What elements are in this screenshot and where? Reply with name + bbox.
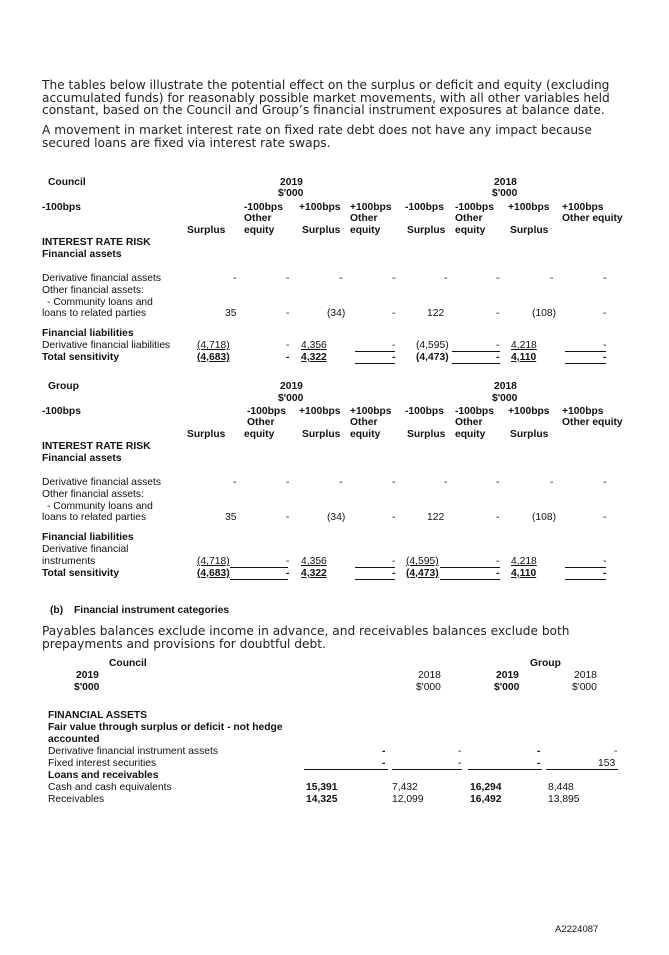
col-header-other-equity: Other equity: [562, 213, 623, 224]
cell: (108): [532, 512, 557, 523]
section-financial-liabilities: Financial liabilities: [42, 532, 134, 543]
section-financial-liabilities: Financial liabilities: [42, 328, 134, 339]
col-equity: equity: [244, 225, 275, 236]
cell: -: [537, 746, 541, 757]
col-header-minus-other: -100bps: [455, 202, 494, 213]
col-header-plus-other: +100bps: [350, 406, 392, 417]
underline: [565, 567, 606, 568]
row-label-cash: Cash and cash equivalents: [48, 782, 172, 793]
underline: [452, 351, 500, 352]
cell: -: [392, 340, 396, 351]
financial-assets-heading: FINANCIAL ASSETS: [48, 710, 147, 721]
row-label-fixed-interest: Fixed interest securities: [48, 758, 157, 769]
col-surplus: Surplus: [407, 429, 446, 440]
underline: [565, 579, 606, 580]
col-surplus: Surplus: [187, 225, 226, 236]
col-surplus: Surplus: [302, 225, 341, 236]
col-equity: equity: [350, 225, 381, 236]
col-header-plus: +100bps: [299, 406, 341, 417]
unit: $'000: [74, 682, 100, 693]
cell: -: [603, 308, 607, 319]
categories-paragraph: Payables balances exclude income in advance, and receivables balances exclude both prepayments and provisions for doubtful debt.: [42, 624, 570, 651]
cell: -: [392, 352, 396, 363]
unit: $'000: [572, 682, 597, 693]
col-header-plus-other: +100bps: [350, 202, 392, 213]
cell: -: [392, 308, 396, 319]
col-header-minus: -100bps: [405, 406, 444, 417]
loans-heading: Loans and receivables: [48, 770, 159, 781]
fvtpl-heading-cont: accounted: [48, 734, 100, 745]
cell: -: [382, 758, 386, 769]
cell: -: [496, 308, 500, 319]
cell: -: [444, 477, 448, 488]
col-surplus: Surplus: [187, 429, 226, 440]
cell: 16,492: [470, 794, 502, 805]
cell: -: [286, 340, 290, 351]
cell: -: [286, 273, 290, 284]
cell: -: [458, 746, 462, 757]
cell: -: [537, 758, 541, 769]
row-label-receivables: Receivables: [48, 794, 105, 805]
cell: -: [496, 568, 500, 579]
col-header-minus-other: -100bps: [455, 406, 494, 417]
cell: 8,448: [548, 782, 574, 793]
cell: -: [339, 273, 343, 284]
cell: (4,683): [197, 568, 230, 579]
intro-paragraph-1: The tables below illustrate the potential effect on the surplus or deficit and equity (excluding accumulated funds) for reasonably possible market movements, with all other variables held constant, based on the Council and Group’s financial instrument exposures at balance date.: [42, 78, 610, 117]
cell: (4,718): [197, 340, 230, 351]
cell: -: [603, 556, 607, 567]
underline: [440, 579, 500, 580]
row-label-community-loans: - Community loans and: [47, 501, 153, 512]
council-label: Council: [109, 658, 147, 669]
col-surplus: Surplus: [302, 429, 341, 440]
cell: -: [603, 273, 607, 284]
cell: -: [603, 477, 607, 488]
cell: (4,718): [197, 556, 230, 567]
cell: 12,099: [392, 794, 424, 805]
underline: [230, 567, 288, 568]
year-2018: 2018: [494, 381, 517, 392]
section-financial-assets: Financial assets: [42, 453, 122, 464]
cell: -: [496, 556, 500, 567]
cell: (108): [532, 308, 557, 319]
cell: 4,322: [301, 352, 327, 363]
intro-paragraph-2: A movement in market interest rate on fixed rate debt does not have any impact because secured loans are fixed via interest rate swaps.: [42, 123, 592, 150]
cell: -: [458, 758, 462, 769]
underline: [565, 351, 606, 352]
row-label-derivative-assets: Derivative financial assets: [42, 273, 162, 284]
cell: (4,683): [197, 352, 230, 363]
col-header-plus: +100bps: [508, 406, 550, 417]
underline: [468, 769, 542, 770]
section-label: (b): [50, 605, 64, 616]
col-header-other: Other: [350, 417, 378, 428]
row-label-related-parties: loans to related parties: [42, 512, 147, 523]
col-header-minus: -100bps: [42, 406, 81, 417]
col-surplus: Surplus: [510, 225, 549, 236]
section-interest-rate-risk: INTEREST RATE RISK: [42, 441, 151, 452]
row-label-derivative-liabilities: Derivative financial liabilities: [42, 340, 171, 351]
cell: -: [550, 477, 554, 488]
row-label-community-loans: - Community loans and: [47, 297, 153, 308]
unit-2019: $'000: [278, 393, 304, 404]
col-equity: equity: [455, 429, 486, 440]
col-header-other: Other: [455, 417, 483, 428]
year-2018: 2018: [574, 670, 597, 681]
unit: $'000: [416, 682, 441, 693]
col-header-other: Other: [455, 213, 483, 224]
cell: 4,322: [301, 568, 327, 579]
cell: -: [392, 512, 396, 523]
col-surplus: Surplus: [510, 429, 549, 440]
cell: -: [614, 746, 618, 757]
document-id: A2224087: [555, 924, 599, 935]
row-label-instruments: instruments: [42, 556, 96, 567]
col-equity: equity: [350, 429, 381, 440]
cell: -: [603, 512, 607, 523]
cell: -: [496, 352, 500, 363]
cell: (34): [327, 308, 346, 319]
cell: 4,110: [511, 568, 537, 579]
col-header-minus-other: -100bps: [244, 202, 283, 213]
year-2019: 2019: [280, 381, 303, 392]
col-header-plus: +100bps: [508, 202, 550, 213]
row-label-derivative: Derivative financial instrument assets: [48, 746, 218, 757]
year-2018: 2018: [418, 670, 441, 681]
cell: 153: [598, 758, 616, 769]
unit: $'000: [494, 682, 520, 693]
underline: [546, 769, 618, 770]
col-header-minus: -100bps: [405, 202, 444, 213]
cell: 13,895: [548, 794, 580, 805]
cell: 4,356: [301, 556, 327, 567]
cell: (4,595): [406, 556, 439, 567]
underline: [355, 363, 395, 364]
section-financial-assets: Financial assets: [42, 249, 122, 260]
cell: 122: [427, 308, 445, 319]
underline: [355, 567, 395, 568]
cell: (4,595): [416, 340, 449, 351]
col-header-other: Other: [350, 213, 378, 224]
cell: -: [392, 556, 396, 567]
cell: -: [233, 477, 237, 488]
row-label-other-financial-assets: Other financial assets:: [42, 285, 144, 296]
cell: -: [286, 308, 290, 319]
cell: 14,325: [306, 794, 338, 805]
cell: 16,294: [470, 782, 502, 793]
col-header-minus-other: -100bps: [247, 406, 286, 417]
underline: [392, 769, 462, 770]
underline: [304, 769, 388, 770]
cell: 4,218: [511, 556, 537, 567]
cell: -: [286, 556, 290, 567]
table-title: Council: [48, 177, 86, 188]
cell: -: [392, 477, 396, 488]
section-heading: Financial instrument categories: [74, 605, 230, 616]
underline: [230, 579, 288, 580]
row-label-other-financial-assets: Other financial assets:: [42, 489, 144, 500]
col-header-other-equity: Other equity: [562, 417, 623, 428]
underline: [565, 363, 606, 364]
cell: -: [233, 273, 237, 284]
cell: -: [286, 477, 290, 488]
cell: 4,356: [301, 340, 327, 351]
cell: 122: [427, 512, 445, 523]
section-interest-rate-risk: INTEREST RATE RISK: [42, 237, 151, 248]
underline: [452, 363, 500, 364]
col-equity: equity: [455, 225, 486, 236]
cell: -: [392, 273, 396, 284]
cell: -: [286, 512, 290, 523]
year-2019: 2019: [280, 177, 303, 188]
fvtpl-heading: Fair value through surplus or deficit - not hedge: [48, 722, 283, 733]
year-2018: 2018: [494, 177, 517, 188]
cell: -: [286, 568, 290, 579]
row-label-derivative-financial: Derivative financial: [42, 544, 129, 555]
year-2019: 2019: [496, 670, 519, 681]
table-title: Group: [48, 381, 79, 392]
col-header-plus-other: +100bps: [562, 406, 604, 417]
unit-2018: $'000: [492, 393, 518, 404]
cell: -: [496, 340, 500, 351]
cell: -: [603, 340, 607, 351]
year-2019: 2019: [76, 670, 99, 681]
cell: 4,218: [511, 340, 537, 351]
col-header-other: Other: [247, 417, 275, 428]
cell: -: [496, 273, 500, 284]
cell: (34): [327, 512, 346, 523]
cell: -: [603, 568, 607, 579]
row-label-derivative-assets: Derivative financial assets: [42, 477, 162, 488]
underline: [355, 351, 395, 352]
cell: -: [603, 352, 607, 363]
cell: 15,391: [306, 782, 338, 793]
cell: -: [382, 746, 386, 757]
row-label-related-parties: loans to related parties: [42, 308, 147, 319]
row-label-total-sensitivity: Total sensitivity: [42, 352, 120, 363]
row-label-total-sensitivity: Total sensitivity: [42, 568, 120, 579]
cell: (4,473): [406, 568, 439, 579]
cell: 35: [225, 308, 237, 319]
col-surplus: Surplus: [407, 225, 446, 236]
cell: 35: [225, 512, 237, 523]
cell: 7,432: [392, 782, 418, 793]
cell: -: [444, 273, 448, 284]
col-header-plus-other: +100bps: [562, 202, 604, 213]
col-equity: equity: [244, 429, 275, 440]
group-label: Group: [530, 658, 561, 669]
underline: [440, 567, 500, 568]
col-header-minus: -100bps: [42, 202, 81, 213]
cell: -: [286, 352, 290, 363]
col-header-other: Other: [244, 213, 272, 224]
cell: -: [496, 477, 500, 488]
cell: -: [550, 273, 554, 284]
cell: -: [392, 568, 396, 579]
underline: [355, 579, 395, 580]
cell: 4,110: [511, 352, 537, 363]
unit-2018: $'000: [492, 188, 518, 199]
cell: (4,473): [416, 352, 449, 363]
col-header-plus: +100bps: [299, 202, 341, 213]
cell: -: [339, 477, 343, 488]
unit-2019: $'000: [278, 188, 304, 199]
cell: -: [496, 512, 500, 523]
